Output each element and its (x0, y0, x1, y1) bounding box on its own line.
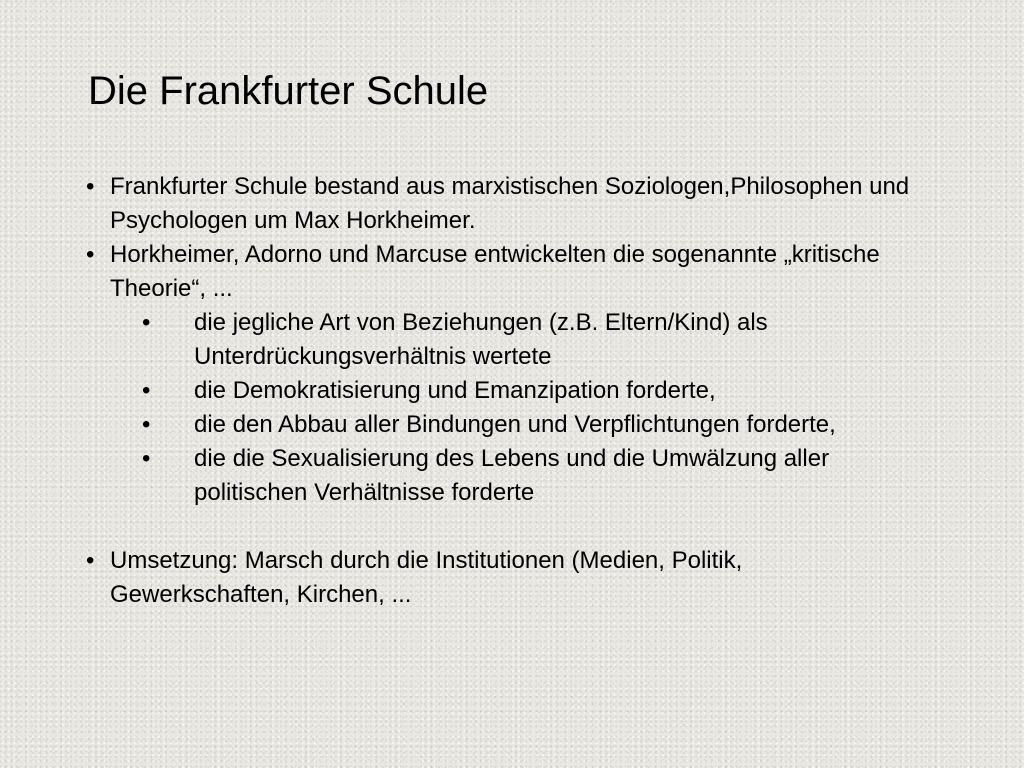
sub-bullet-dot: • (142, 377, 151, 404)
sub-bullet-text: die jegliche Art von Beziehungen (z.B. Eltern/Kind) als Unterdrückungsverhältnis wertete (194, 309, 768, 370)
bullet-text: Horkheimer, Adorno und Marcuse entwickelten die sogenannte „kritische Theorie“, ... (110, 241, 880, 302)
bullet-dot: • (86, 547, 95, 574)
bullet-item (86, 170, 946, 238)
bullet-dot: • (86, 173, 95, 200)
sub-bullet-dot: • (142, 309, 151, 336)
sub-bullet-text: die Demokratisierung und Emanzipation forderte, (194, 377, 716, 404)
bullet-text: Frankfurter Schule bestand aus marxistischen Soziologen,Philosophen und Psychologen um Max Horkheimer. (110, 173, 910, 234)
sub-bullet-item (86, 374, 894, 408)
bullet-item (86, 238, 930, 306)
sub-bullet-dot: • (142, 445, 151, 472)
sub-bullet-dot: • (142, 411, 151, 438)
sub-bullet-text: die den Abbau aller Bindungen und Verpflichtungen forderte, (194, 411, 836, 438)
sub-bullet-item (86, 442, 894, 510)
sub-bullet-list (86, 306, 946, 510)
slide-content (86, 170, 946, 612)
bullet-text: Umsetzung: Marsch durch die Institutionen (Medien, Politik, Gewerkschaften, Kirchen, ... (110, 547, 743, 608)
bullet-dot: • (86, 241, 95, 268)
spacer (86, 510, 946, 544)
bullet-item (86, 544, 890, 612)
sub-bullet-text: die die Sexualisierung des Lebens und die Umwälzung aller politischen Verhältnisse forderte (194, 445, 830, 506)
slide-title: Die Frankfurter Schule (88, 69, 489, 113)
sub-bullet-item (86, 306, 894, 374)
sub-bullet-item (86, 408, 864, 442)
